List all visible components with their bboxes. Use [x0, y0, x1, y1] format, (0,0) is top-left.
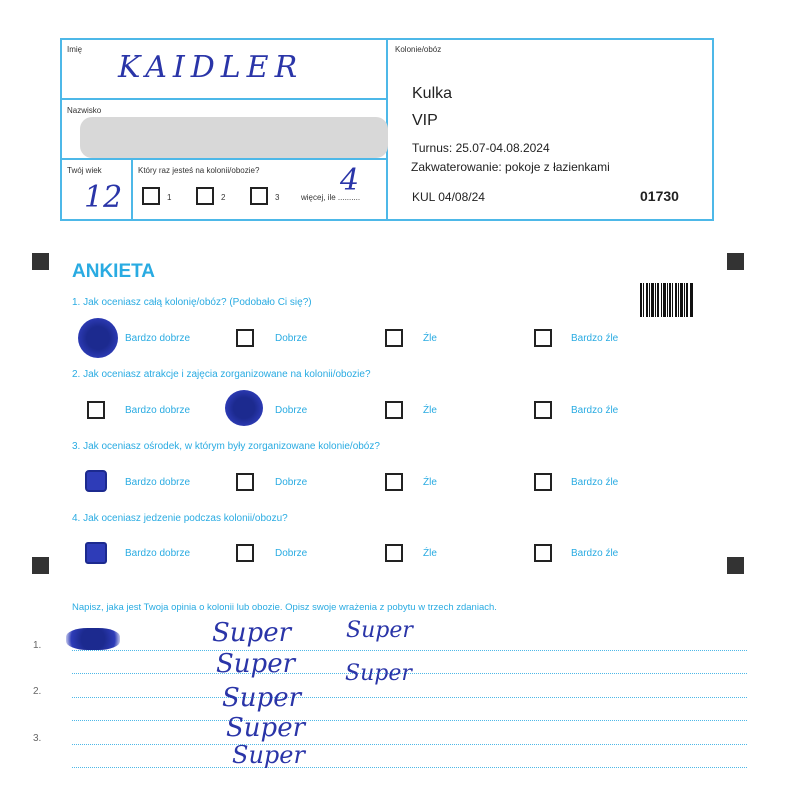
q2-checkbox-bardzo-zle[interactable] — [534, 401, 552, 419]
question-3: 3. Jak oceniasz ośrodek, w którym były zorganizowane kolonie/obóz? — [72, 441, 380, 452]
wiek-value[interactable]: 12 — [84, 180, 123, 215]
handwriting-word-6: Super — [226, 713, 306, 743]
wiecej-value[interactable]: 4 — [340, 163, 360, 198]
q1-option-zle: Źle — [423, 333, 437, 344]
writing-line-1[interactable] — [72, 650, 747, 651]
registration-marker-top-right — [727, 253, 744, 270]
q4-option-bardzo-dobrze: Bardzo dobrze — [125, 548, 191, 559]
registration-marker-top-left — [32, 253, 49, 270]
q4-option-bardzo-zle: Bardzo źle — [571, 548, 619, 559]
q3-checkbox-zle[interactable] — [385, 473, 403, 491]
header-divider-h1 — [60, 98, 387, 100]
q4-checkbox-dobrze[interactable] — [236, 544, 254, 562]
writing-line-3[interactable] — [72, 697, 747, 698]
handwriting-word-5: Super — [222, 683, 302, 713]
barcode-icon — [640, 283, 693, 317]
handwriting-word-4: Super — [345, 661, 412, 686]
q1-checkbox-dobrze[interactable] — [236, 329, 254, 347]
line-number-2: 2. — [33, 686, 42, 697]
question-4: 4. Jak oceniasz jedzenie podczas kolonii/obozu? — [72, 513, 288, 524]
q3-answer-mark[interactable] — [85, 470, 107, 492]
q1-option-bardzo-dobrze: Bardzo dobrze — [125, 333, 191, 344]
q3-option-bardzo-dobrze: Bardzo dobrze — [125, 477, 191, 488]
q4-option-zle: Źle — [423, 548, 437, 559]
wiek-label: Twój wiek — [67, 166, 102, 175]
survey-title: ANKIETA — [72, 261, 156, 282]
handwriting-word-2: Super — [346, 618, 413, 643]
q1-checkbox-zle[interactable] — [385, 329, 403, 347]
line-number-1: 1. — [33, 640, 42, 651]
imie-label: Imię — [67, 45, 83, 54]
ktory-raz-option-2: 2 — [221, 193, 226, 202]
q4-checkbox-bardzo-zle[interactable] — [534, 544, 552, 562]
question-2: 2. Jak oceniasz atrakcje i zajęcia zorganizowane na kolonii/obozie? — [72, 369, 371, 380]
ktory-raz-checkbox-2[interactable] — [196, 187, 214, 205]
q3-option-dobrze: Dobrze — [275, 477, 308, 488]
q1-option-bardzo-zle: Bardzo źle — [571, 333, 619, 344]
q2-checkbox-bardzo-dobrze[interactable] — [87, 401, 105, 419]
nazwisko-label: Nazwisko — [67, 106, 102, 115]
q2-option-dobrze: Dobrze — [275, 405, 308, 416]
q2-option-bardzo-zle: Bardzo źle — [571, 405, 619, 416]
handwriting-word-1: Super — [212, 618, 292, 648]
kolonie-label: Kolonie/obóz — [395, 45, 442, 54]
turnus: Turnus: 25.07-04.08.2024 — [412, 141, 550, 155]
camp-tier: VIP — [412, 112, 438, 129]
q3-option-bardzo-zle: Bardzo źle — [571, 477, 619, 488]
camp-code: KUL 04/08/24 — [412, 190, 485, 204]
q3-option-zle: Źle — [423, 477, 437, 488]
wiecej-label: więcej, ile .......... — [301, 193, 361, 202]
camp-name: Kulka — [412, 85, 453, 102]
q1-answer-mark[interactable] — [78, 318, 118, 358]
handwriting-word-3: Super — [216, 649, 296, 679]
header-divider-h2 — [60, 158, 387, 160]
opinion-prompt: Napisz, jaka jest Twoja opinia o kolonii lub obozie. Opisz swoje wrażenia z pobytu w trzech zdaniach. — [72, 602, 497, 613]
crossed-out-word — [66, 628, 120, 650]
q3-checkbox-bardzo-zle[interactable] — [534, 473, 552, 491]
line-number-3: 3. — [33, 733, 42, 744]
ktory-raz-option-3: 3 — [275, 193, 280, 202]
q1-checkbox-bardzo-zle[interactable] — [534, 329, 552, 347]
imie-value[interactable]: KAIDLER — [118, 50, 304, 85]
q4-option-dobrze: Dobrze — [275, 548, 308, 559]
q2-answer-mark[interactable] — [225, 390, 263, 426]
q2-checkbox-zle[interactable] — [385, 401, 403, 419]
ktory-raz-checkbox-1[interactable] — [142, 187, 160, 205]
q4-checkbox-zle[interactable] — [385, 544, 403, 562]
registration-marker-bottom-left — [32, 557, 49, 574]
q4-answer-mark[interactable] — [85, 542, 107, 564]
nazwisko-redaction — [80, 117, 388, 158]
q2-option-zle: Źle — [423, 405, 437, 416]
registration-marker-bottom-right — [727, 557, 744, 574]
zakwaterowanie: Zakwaterowanie: pokoje z łazienkami — [411, 160, 610, 174]
writing-line-6[interactable] — [72, 767, 747, 768]
writing-line-4[interactable] — [72, 720, 747, 721]
handwriting-word-7: Super — [232, 741, 305, 769]
q3-checkbox-dobrze[interactable] — [236, 473, 254, 491]
writing-line-5[interactable] — [72, 744, 747, 745]
q1-option-dobrze: Dobrze — [275, 333, 308, 344]
ktory-raz-checkbox-3[interactable] — [250, 187, 268, 205]
q2-option-bardzo-dobrze: Bardzo dobrze — [125, 405, 191, 416]
header-divider-age — [131, 158, 133, 221]
form-number: 01730 — [640, 188, 679, 204]
ktory-raz-option-1: 1 — [167, 193, 172, 202]
question-1: 1. Jak oceniasz całą kolonię/obóz? (Podobało Ci się?) — [72, 297, 312, 308]
ktory-raz-label: Który raz jesteś na kolonii/obozie? — [138, 166, 260, 175]
